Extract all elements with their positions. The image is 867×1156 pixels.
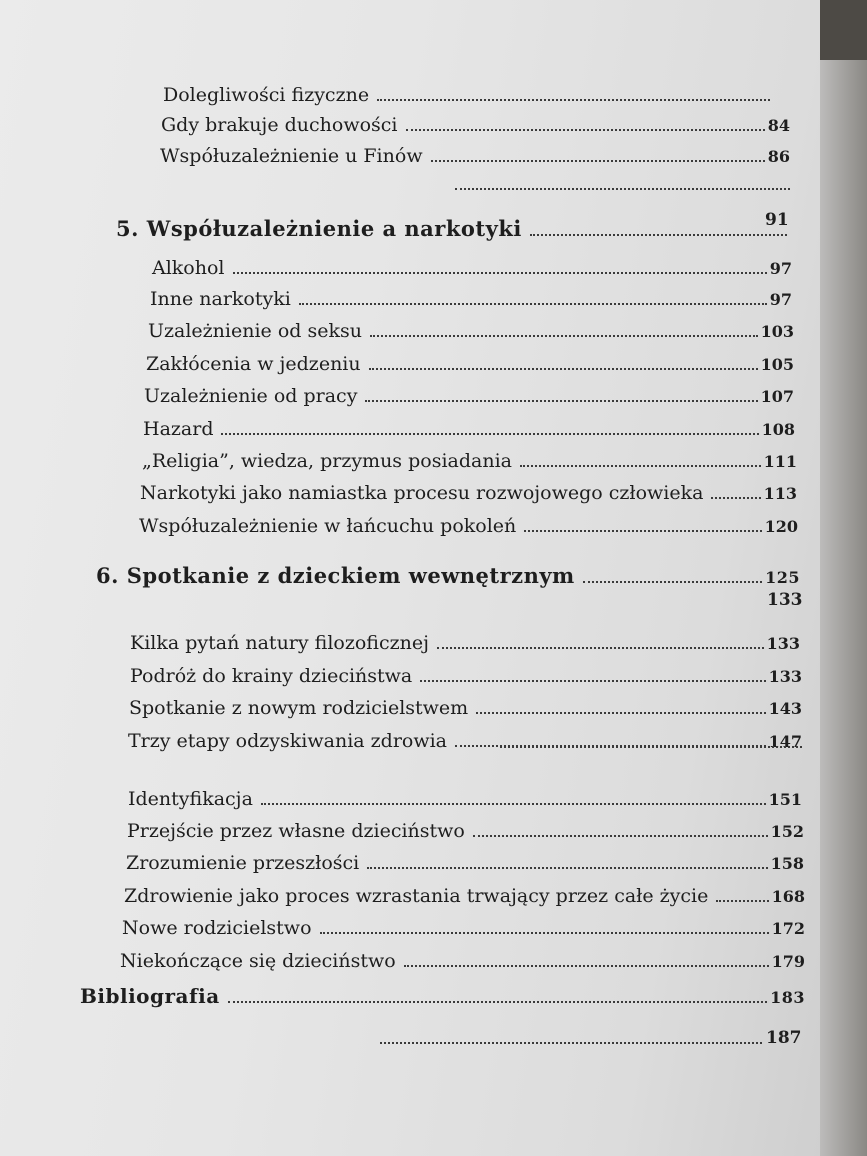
toc-entry [143, 418, 795, 440]
dot-leader [455, 188, 790, 190]
dot-leader [431, 160, 765, 162]
toc-entry [127, 820, 804, 842]
toc-page-number: 97 [769, 259, 792, 278]
dot-leader [367, 867, 767, 869]
toc-page-number: 158 [770, 854, 804, 873]
toc-entry [163, 84, 773, 106]
dot-leader [261, 803, 766, 805]
toc-entry [146, 353, 794, 375]
toc-entry-title: Zdrowienie jako proces wzrastania trwający przez całe życie [124, 885, 709, 907]
toc-page-number: 183 [770, 988, 805, 1007]
toc-page-number: 86 [767, 147, 790, 166]
toc-entry-title: Zakłócenia w jedzeniu [146, 353, 361, 375]
toc-page-number: 108 [761, 420, 795, 439]
dot-leader [299, 303, 767, 305]
dot-leader [711, 497, 760, 499]
toc-entry-title: Hazard [143, 418, 214, 440]
toc-entry [124, 885, 805, 907]
toc-entry-title: Gdy brakuje duchowości [161, 114, 398, 136]
toc-entry [120, 950, 805, 972]
toc-entry-title: Zrozumienie przeszłości [126, 852, 360, 874]
dot-leader [716, 900, 768, 902]
toc-entry [140, 482, 797, 504]
toc-entry-title: Współuzależnienie u Finów [160, 145, 423, 167]
toc-entry-title: Dolegliwości fizyczne [163, 84, 370, 106]
toc-chapter-heading [96, 563, 800, 588]
dot-leader [420, 680, 765, 682]
toc-page-number: 168 [771, 887, 805, 906]
toc-entry-title: Podróż do krainy dzieciństwa [130, 665, 413, 687]
dot-leader [406, 129, 765, 131]
toc-entry-title: Współuzależnienie w łańcuchu pokoleń [139, 515, 517, 537]
toc-entry-title: Uzależnienie od seksu [148, 320, 362, 342]
toc-page-number: 125 [765, 568, 800, 587]
next-page-edge [820, 60, 867, 1156]
toc-entry-title: Uzależnienie od pracy [144, 385, 358, 407]
toc-page-number: 91 [765, 210, 789, 230]
toc-entry-title: Trzy etapy odzyskiwania zdrowia [128, 730, 448, 752]
dot-leader [404, 965, 769, 967]
toc-entry [152, 257, 792, 279]
dot-leader [520, 465, 761, 467]
dot-leader [583, 581, 762, 583]
toc-entry [128, 788, 802, 810]
dot-leader [365, 400, 757, 402]
toc-entry [148, 320, 794, 342]
dot-leader [437, 647, 764, 649]
toc-entry [160, 145, 790, 167]
toc-page-number: 107 [760, 387, 794, 406]
toc-entry [150, 288, 792, 310]
toc-page-number: 172 [771, 919, 805, 938]
dot-leader [320, 932, 769, 934]
toc-page-number: 97 [769, 290, 792, 309]
toc-page-number: 147 [768, 732, 802, 751]
toc-entry-title: „Religia”, wiedza, przymus posiadania [142, 450, 512, 472]
toc-entry-title: Kilka pytań natury filozoficznej [130, 632, 429, 654]
toc-entry-title: Narkotyki jako namiastka procesu rozwojowego człowieka [140, 482, 704, 504]
dot-leader [500, 746, 802, 748]
toc-page-number: 133 [767, 590, 803, 610]
toc-page-number: 151 [768, 790, 802, 809]
toc-entry-title: Niekończące się dzieciństwo [120, 950, 396, 972]
toc-page-number: 152 [770, 822, 804, 841]
toc-entry-title: Przejście przez własne dzieciństwo [127, 820, 465, 842]
toc-page-number: 103 [760, 322, 794, 341]
dot-leader [530, 234, 787, 236]
dot-leader [377, 99, 770, 101]
toc-entry [126, 852, 804, 874]
dot-leader [370, 335, 758, 337]
toc-entry [130, 632, 800, 654]
dot-leader [380, 1042, 762, 1044]
toc-chapter-title: 5. Współuzależnienie a narkotyki [116, 216, 522, 241]
toc-page-number: 113 [763, 484, 797, 503]
toc-chapter-title: Bibliografia [80, 984, 220, 1008]
toc-entry [130, 665, 802, 687]
dot-leader [221, 433, 758, 435]
toc-page-number: 179 [771, 952, 805, 971]
dot-leader [524, 530, 761, 532]
toc-entry-title: Nowe rodzicielstwo [122, 917, 312, 939]
toc-chapter-heading [116, 216, 790, 241]
toc-entry [128, 730, 802, 752]
dot-leader [233, 272, 767, 274]
toc-page-number: 84 [767, 116, 790, 135]
toc-page-number: 133 [768, 667, 802, 686]
dot-leader [476, 712, 765, 714]
toc-entry [142, 450, 797, 472]
dot-leader [473, 835, 768, 837]
toc-page-number: 143 [768, 699, 802, 718]
toc-entry-title: Alkohol [152, 257, 225, 279]
toc-chapter-heading [80, 984, 805, 1008]
toc-entry [144, 385, 794, 407]
toc-page-number: 105 [760, 355, 794, 374]
toc-page-number: 133 [766, 634, 800, 653]
toc-entry [122, 917, 805, 939]
toc-page-number: 111 [763, 452, 797, 471]
dot-leader [369, 368, 758, 370]
toc-entry-title: Spotkanie z nowym rodzicielstwem [129, 697, 469, 719]
toc-chapter-title: 6. Spotkanie z dzieckiem wewnętrznym [96, 563, 575, 588]
toc-entry-title: Inne narkotyki [150, 288, 291, 310]
dot-leader [228, 1001, 767, 1003]
toc-entry-title: Identyfikacja [128, 788, 253, 810]
toc-entry [161, 114, 790, 136]
toc-entry [129, 697, 802, 719]
toc-entry [139, 515, 798, 537]
toc-page-number: 120 [764, 517, 798, 536]
toc-page-number: 187 [766, 1028, 802, 1048]
